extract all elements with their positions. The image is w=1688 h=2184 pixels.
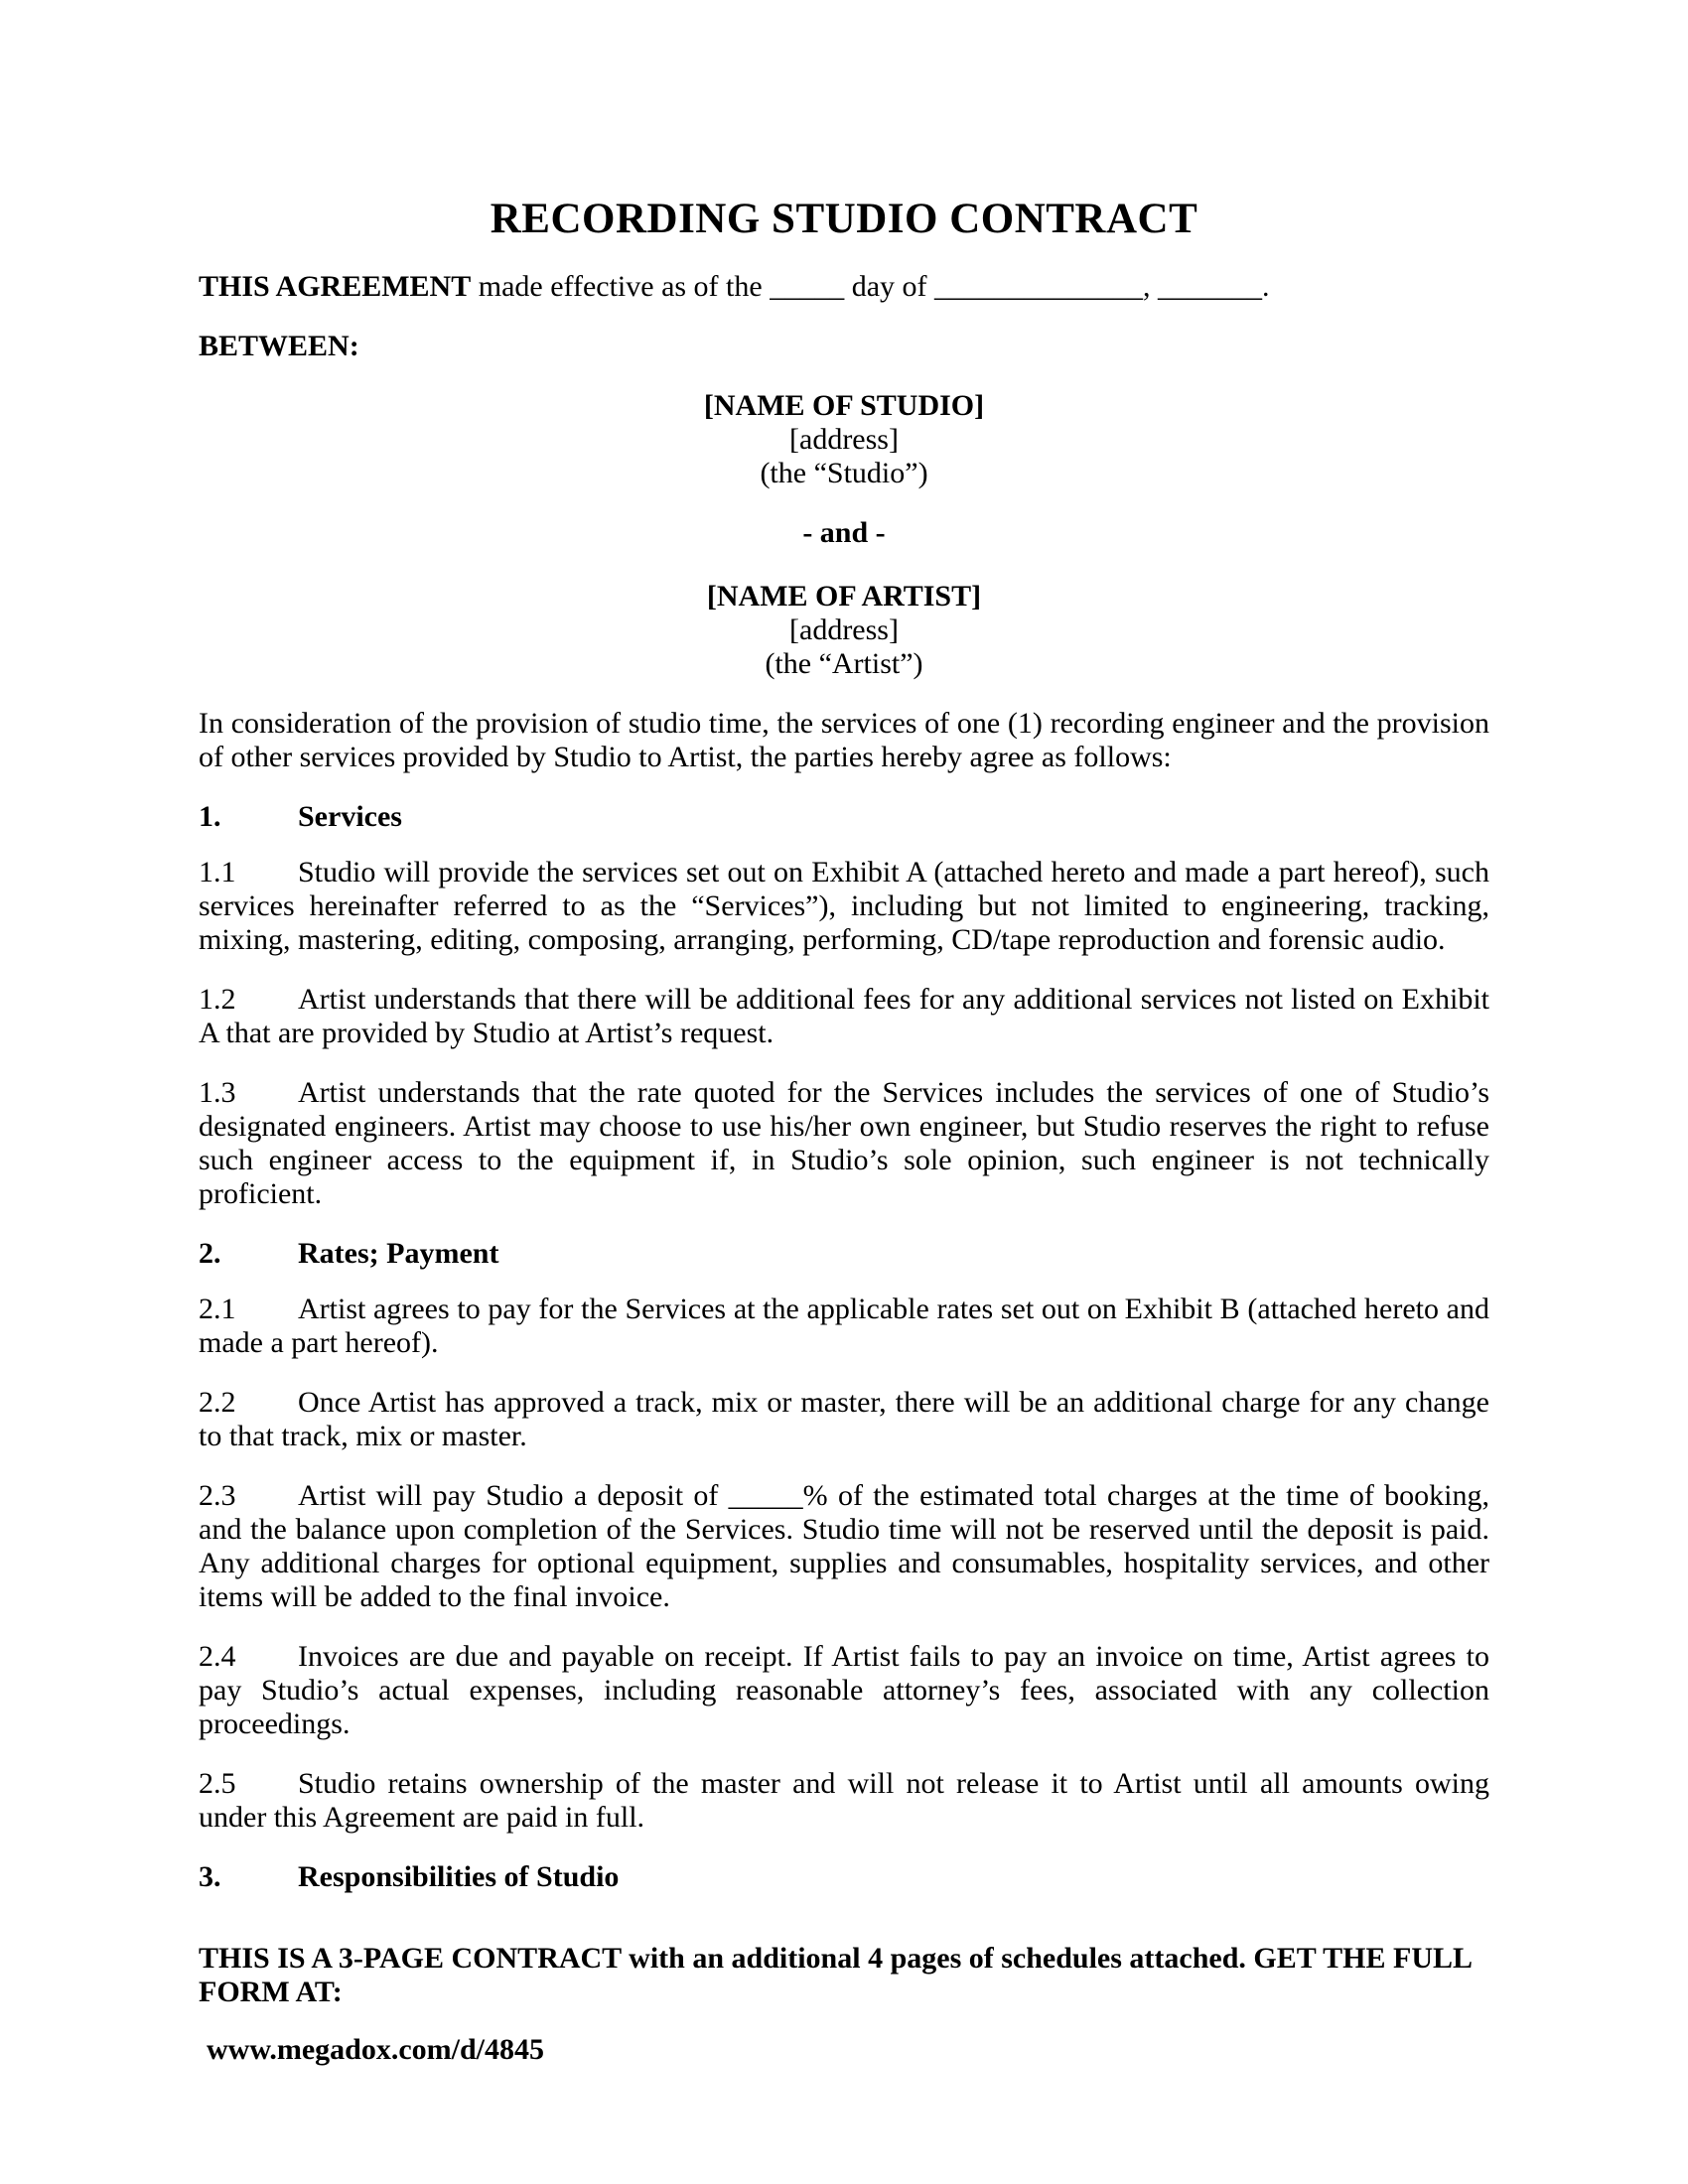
section-title: Services bbox=[298, 800, 402, 833]
party-address: [address] bbox=[789, 614, 899, 646]
clause-paragraph bbox=[199, 1386, 1489, 1453]
clause-number: 1.2 bbox=[199, 983, 236, 1016]
agreement-intro-lead: THIS AGREEMENT bbox=[199, 270, 472, 303]
clause-paragraph bbox=[199, 983, 1489, 1050]
agreement-intro bbox=[199, 270, 1489, 304]
page-title: RECORDING STUDIO CONTRACT bbox=[490, 196, 1198, 242]
section-heading bbox=[199, 800, 1489, 834]
party-block-studio bbox=[199, 389, 1489, 490]
clause-text: Artist agrees to pay for the Services at the applicable rates set out on Exhibit B (attached hereto and made a part hereof). bbox=[199, 1293, 1489, 1359]
clause-number: 2.2 bbox=[199, 1386, 236, 1419]
between-label-text: BETWEEN: bbox=[199, 330, 359, 362]
clause-text: Once Artist has approved a track, mix or master, there will be an additional charge for any change to that track, mix or master. bbox=[199, 1386, 1489, 1452]
section-number: 1. bbox=[199, 800, 221, 833]
clause-paragraph bbox=[199, 1076, 1489, 1211]
and-separator: - and - bbox=[802, 516, 886, 549]
clause-text: Artist understands that there will be additional fees for any additional services not listed on Exhibit A that are provided by Studio at Artist’s request. bbox=[199, 983, 1489, 1049]
clause-paragraph bbox=[199, 1767, 1489, 1835]
clause-text: Studio will provide the services set out on Exhibit A (attached hereto and made a part hereof), such services hereinafter referred to as the “Services”), including but not limited to engineering, tracking, mixing, mastering, editing, composing, arranging, performing, CD/tape reproduction and forensic audio. bbox=[199, 856, 1489, 956]
party-alias: (the “Studio”) bbox=[760, 457, 928, 489]
clause-number: 2.4 bbox=[199, 1640, 236, 1673]
party-block-artist bbox=[199, 580, 1489, 681]
section-number: 2. bbox=[199, 1237, 221, 1270]
section-title: Responsibilities of Studio bbox=[298, 1860, 620, 1893]
agreement-intro-rest: made effective as of the _____ day of ______________, _______. bbox=[471, 270, 1270, 303]
clause-paragraph bbox=[199, 1479, 1489, 1614]
section-title: Rates; Payment bbox=[298, 1237, 499, 1270]
between-label bbox=[199, 330, 1489, 363]
clause-number: 2.5 bbox=[199, 1767, 236, 1800]
clause-text: Invoices are due and payable on receipt. If Artist fails to pay an invoice on time, Artist agrees to pay Studio’s actual expenses, including reasonable attorney’s fees, associated with any collection proceedings. bbox=[199, 1640, 1489, 1740]
party-address: [address] bbox=[789, 423, 899, 456]
clause-number: 1.3 bbox=[199, 1076, 236, 1109]
footer-notice: THIS IS A 3-PAGE CONTRACT with an additional 4 pages of schedules attached. GET THE FULL FORM AT: bbox=[199, 1942, 1472, 2008]
clause-paragraph bbox=[199, 856, 1489, 957]
clause-text: Artist understands that the rate quoted for the Services includes the services of one of Studio’s designated engineers. Artist may choose to use his/her own engineer, but Studio reserves the right to refuse such engineer access to the equipment if, in Studio’s sole opinion, such engineer is not technically proficient. bbox=[199, 1076, 1489, 1210]
clause-number: 2.3 bbox=[199, 1479, 236, 1512]
footer-url: www.megadox.com/d/4845 bbox=[207, 2033, 544, 2066]
clause-paragraph bbox=[199, 1293, 1489, 1360]
section-number: 3. bbox=[199, 1860, 221, 1893]
footer bbox=[199, 1942, 1489, 2067]
clause-text: Studio retains ownership of the master and will not release it to Artist until all amounts owing under this Agreement are paid in full. bbox=[199, 1767, 1489, 1834]
party-alias: (the “Artist”) bbox=[765, 647, 923, 680]
party-name: [NAME OF ARTIST] bbox=[706, 580, 982, 613]
clause-number: 1.1 bbox=[199, 856, 236, 888]
section-heading bbox=[199, 1237, 1489, 1271]
clause-number: 2.1 bbox=[199, 1293, 236, 1325]
party-name: [NAME OF STUDIO] bbox=[703, 389, 985, 422]
clause-text: Artist will pay Studio a deposit of _____% of the estimated total charges at the time of booking, and the balance upon completion of the Services. Studio time will not be reserved until the deposit is paid. Any additional charges for optional equipment, supplies and consumables, hospitality services, and other items will be added to the final invoice. bbox=[199, 1479, 1489, 1613]
sections-container bbox=[199, 800, 1489, 1894]
preamble: In consideration of the provision of studio time, the services of one (1) recording engineer and the provision of other services provided by Studio to Artist, the parties hereby agree as follows: bbox=[199, 707, 1489, 773]
section-heading bbox=[199, 1860, 1489, 1894]
clause-paragraph bbox=[199, 1640, 1489, 1741]
